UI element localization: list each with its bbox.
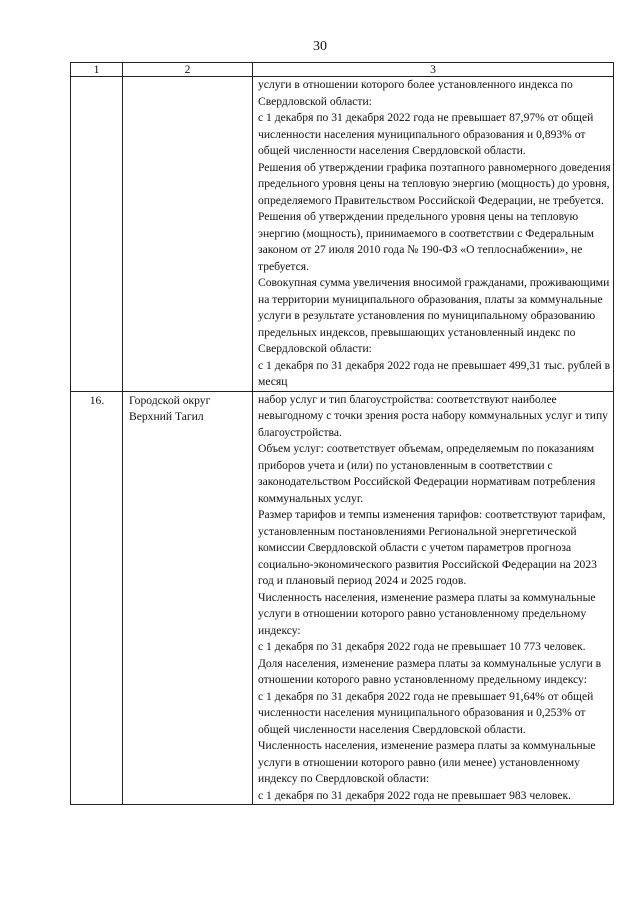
row-number: 16. [71,391,123,805]
paragraph: Совокупная сумма увеличения вносимой гражданами, проживающими на территории муниципального образования, платы за коммунальные услуги в результате установления по муниципальному образованию предельных индексов, превышающих установленный индекс по Свердловской области: [258,276,610,355]
paragraph: набор услуг и тип благоустройства: соответствуют наиболее невыгодному с точки зрения роста набору коммунальных услуг и типу благоустройства. [258,392,608,439]
paragraph: с 1 декабря по 31 декабря 2022 года не превышает 91,64% от общей численности населения муниципального образования и 0,253% от общей численности населения Свердловской области. [258,689,594,736]
row-number [71,77,123,392]
paragraph: Решения об утверждении графика поэтапного равномерного доведения предельного уровня цены на тепловую энергию (мощность) до уровня, определяемого Правительством Российской Федерации, не требуется. [258,160,611,207]
paragraph: Объем услуг: соответствует объемам, определяемым по показаниям приборов учета и (или) по установленным в соответствии с законодательством Российской Федерации нормативам потребления коммунальных услуг. [258,442,596,505]
paragraph: Численность населения, изменение размера платы за коммунальные услуги в отношении которого равно (или менее) установленному индексу по Свердловской области: [258,739,596,785]
municipality-name: Городской округ Верхний Тагил [123,391,253,805]
municipality-name [123,77,253,392]
paragraph: Доля населения, изменение размера платы за коммунальные услуги в отношении которого равно установленному предельному индексу: [258,656,602,686]
table-row [71,77,614,392]
row-description [253,77,614,392]
table-header-row [71,63,614,77]
column-header-2: 2 [123,63,253,77]
paragraph: с 1 декабря по 31 декабря 2022 года не превышает 499,31 тыс. рублей в месяц [258,358,611,388]
paragraph: с 1 декабря по 31 декабря 2022 года не превышает 983 человек. [258,788,572,802]
page-number: 30 [313,39,327,54]
paragraph: Решения об утверждении предельного уровня цены на тепловую энергию (мощность), принимаемого в соответствии с Федеральным законом от 27 июля 2010 года № 190-ФЗ «О теплоснабжении», не требуется. [258,210,594,273]
column-header-1: 1 [71,63,123,77]
document-table [70,62,614,805]
row-description [253,391,614,805]
paragraph: Численность населения, изменение размера платы за коммунальные услуги в отношении которого равно установленному предельному индексу: [258,590,596,637]
paragraph: Размер тарифов и темпы изменения тарифов: соответствуют тарифам, установленным постановлениями Региональной энергетической комиссии Свердловской области с учетом параметров прогноза социально-экономического развития Российской Федерации на 2023 год и плановый период 2024 и 2025 годов. [258,508,606,587]
paragraph: услуги в отношении которого более установленного индекса по Свердловской области: [258,78,573,108]
paragraph: с 1 декабря по 31 декабря 2022 года не превышает 10 773 человек. [258,640,586,653]
column-header-3: 3 [253,63,614,77]
table-row [71,391,614,805]
paragraph: с 1 декабря по 31 декабря 2022 года не превышает 87,97% от общей численности населения муниципального образования и 0,893% от общей численности населения Свердловской области. [258,111,594,157]
